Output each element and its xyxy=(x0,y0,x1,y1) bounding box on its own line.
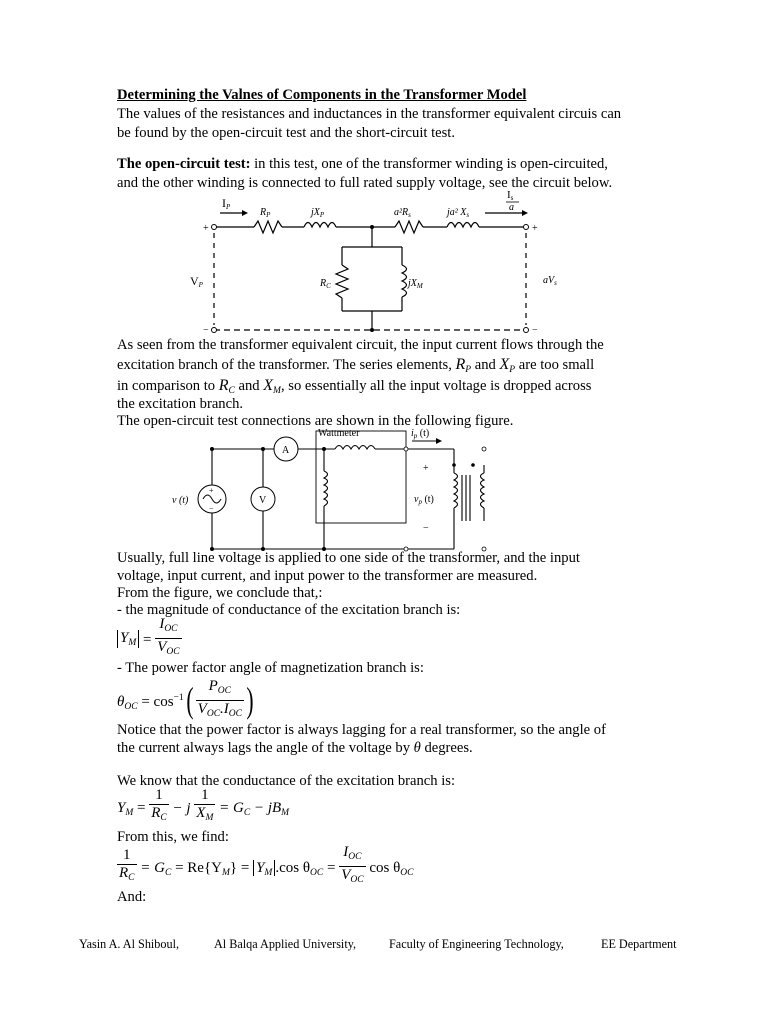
intro-line-2: be found by the open-circuit test and the short-circuit test. xyxy=(117,125,455,141)
p2-line-1: As seen from the transformer equivalent circuit, the input current flows through the xyxy=(117,337,604,353)
open-circuit-paragraph-line-1 xyxy=(117,155,608,174)
p5-line-1: Notice that the power factor is always lagging for a real transformer, so the angle of xyxy=(117,722,606,738)
open-circuit-text-1: in this test, one of the transformer winding is open-circuited, xyxy=(250,156,608,172)
minus-left: − xyxy=(203,325,209,335)
a2rs-label: $a^2R_s$ xyxy=(394,207,411,219)
plus-right: + xyxy=(532,223,538,234)
equivalent-circuit-diagram xyxy=(180,185,570,335)
p2-line-4: the excitation branch. xyxy=(117,396,244,412)
open-circuit-test-diagram xyxy=(168,425,508,553)
footer-faculty: Faculty of Engineering Technology, xyxy=(389,937,564,951)
jxp-label: $jX_P$ xyxy=(311,207,325,219)
vp-t-label: $v_p$ (t) xyxy=(414,494,434,506)
jxm-label: $jX_M$ xyxy=(408,278,423,290)
p3-line-4: - the magnitude of conductance of the excitation branch is: xyxy=(117,602,461,618)
p7-line: From this, we find: xyxy=(117,829,229,845)
page-title: Determining the Valnes of Components in the Transformer Model xyxy=(117,87,527,103)
vt-label: v (t) xyxy=(172,495,189,506)
is-over-a-numerator: Is xyxy=(507,189,514,202)
p2-line-3: in comparison to $R_C$ and $X_M$, so essentially all the input voltage is dropped across xyxy=(117,377,592,396)
is-over-a-denominator: a xyxy=(509,202,514,213)
intro-line-1: The values of the resistances and inductances in the transformer equivalent circuis can xyxy=(117,106,622,122)
p2-line-5: The open-circuit test connections are shown in the following figure. xyxy=(117,413,514,429)
equation-ym-magnitude: $Y_M$ = $\frac{I_{OC}}{V_{OC}}$ xyxy=(117,618,182,663)
ja2xs-label: ja² $X_s$ xyxy=(447,207,470,219)
voltmeter-label: V xyxy=(259,495,267,506)
open-circuit-paragraph-line-2: and the other winding is connected to full rated supply voltage, see the circuit below. xyxy=(117,175,613,191)
footer-department: EE Department xyxy=(601,937,677,951)
p4-line: - The power factor angle of magnetization branch is: xyxy=(117,660,424,676)
minus-right: − xyxy=(532,325,538,335)
equation-conductance: $\frac{1}{R_C}$ = $G_C = Re\{Y_M\} = Y_M$ .cos $\theta_{OC}$ = $\frac{I_{OC}}{V_{OC}}$ $\cos \theta_{OC}$ xyxy=(119,844,414,885)
wattmeter-label: Wattmeter xyxy=(318,428,360,439)
rc-label: $R_C$ xyxy=(320,278,331,290)
plus-left: + xyxy=(203,223,209,234)
open-circuit-label: The open-circuit test: xyxy=(117,156,251,172)
p3-line-1: Usually, full line voltage is applied to one side of the transformer, and the input xyxy=(117,550,580,566)
p6-line: We know that the conductance of the excitation branch is: xyxy=(117,773,456,789)
ammeter-label: A xyxy=(282,445,290,456)
p2-line-2: excitation branch of the transformer. The series elements, $R_P$ and $X_P$ are too small xyxy=(117,356,595,375)
vp-minus: − xyxy=(423,523,429,534)
vp-label: VP xyxy=(190,274,203,289)
equation-power-factor-angle: $\theta_{OC} = \cos^{-1}$( $\frac{P_{OC}}{V_{OC}.I_{OC}}$ ) xyxy=(117,678,254,720)
p5-line-2: the current always lags the angle of the voltage by θ degrees. xyxy=(117,740,473,756)
p3-line-3: From the figure, we conclude that,: xyxy=(117,585,323,601)
equation-admittance: $Y_M$ = $\frac{1}{R_C}$ − j $\frac{1}{X_M}$ = $G_C - jB_M$ xyxy=(117,787,290,823)
avs-label: $aV_s$ xyxy=(543,275,557,287)
vp-plus: + xyxy=(423,463,429,474)
source-minus: − xyxy=(209,504,214,513)
rp-label: $R_P$ xyxy=(260,207,271,219)
source-plus: + xyxy=(209,486,214,495)
footer-university: Al Balqa Applied University, xyxy=(214,937,357,951)
ip-t-label: $i_p$ (t) xyxy=(411,428,430,440)
p8-line: And: xyxy=(117,889,147,905)
p3-line-2: voltage, input current, and input power to the transformer are measured. xyxy=(117,568,538,584)
footer-author: Yasin A. Al Shiboul, xyxy=(79,937,180,951)
ip-label: $I_P$ xyxy=(222,196,231,211)
